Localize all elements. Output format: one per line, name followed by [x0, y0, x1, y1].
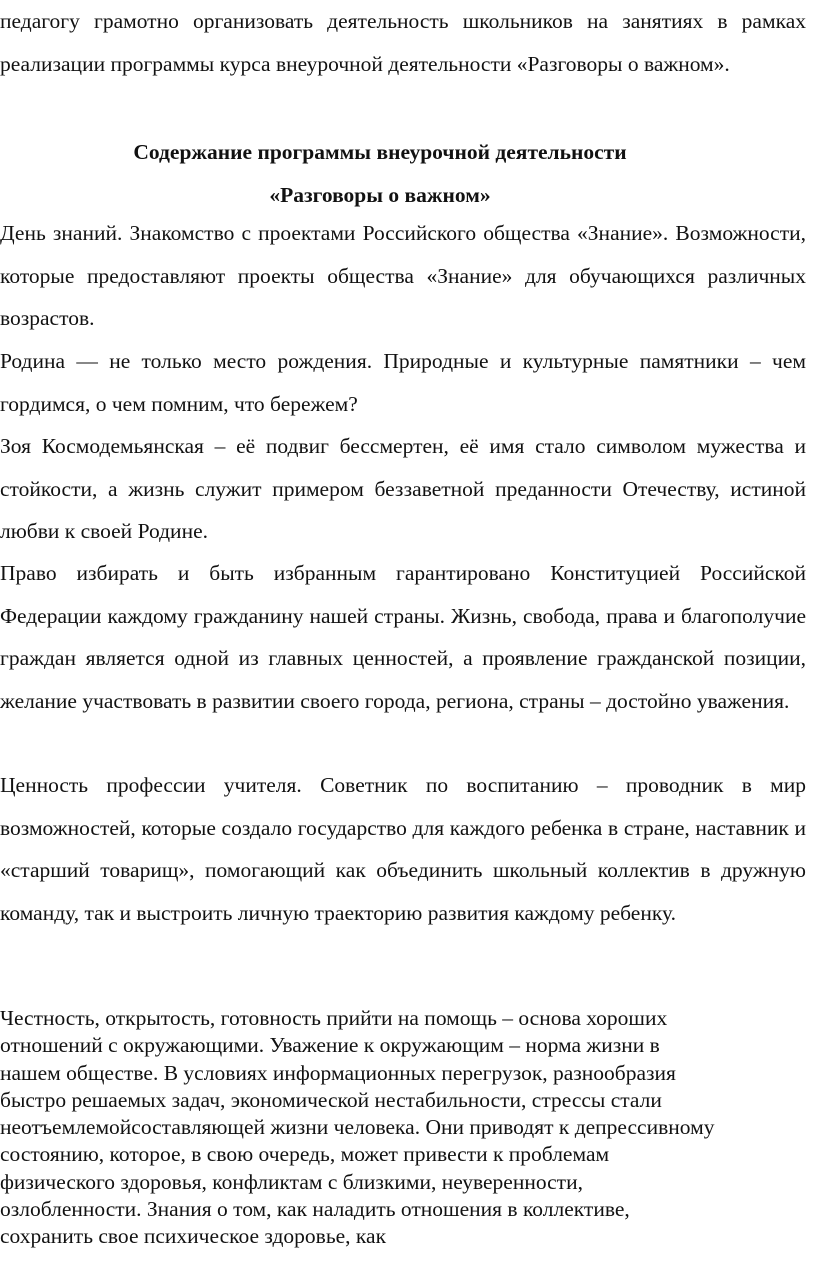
paragraph-honesty-line: неотъемлемойсоставляющей жизни человека. Они приводят к депрессивному: [0, 1115, 715, 1140]
paragraph-honesty-line: Честность, открытость, готовность прийти на помощь – основа хороших: [0, 1006, 668, 1030]
paragraph-zoya: Зоя Космодемьянская – её подвиг бессмертен, её имя стало символом мужества и стойкости, а жизнь служит примером беззаветной преданности Отечеству, истиной любви к своей Родине.: [0, 434, 806, 543]
paragraph-right-to-vote: Право избирать и быть избранным гарантировано Конституцией Российской Федерации каждому гражданину нашей страны. Жизнь, свобода, права и благополучие граждан является одной из главных ценностей, а проявление гражданской позиции, желание участвовать в развитии своего города, региона, страны – достойно уважения.: [0, 561, 806, 713]
paragraph-honesty-line: быстро решаемых задач, экономической нестабильности, стрессы стали: [0, 1087, 662, 1112]
paragraph-honesty-line: физического здоровья, конфликтам с близкими, неуверенности,: [0, 1169, 583, 1194]
paragraph-motherland: Родина — не только место рождения. Природные и культурные памятники – чем гордимся, о чем помним, что бережем?: [0, 349, 806, 416]
section-heading-line-2: «Разговоры о важном»: [269, 183, 491, 207]
paragraph-honesty-line: сохранить свое психическое здоровье, как: [0, 1224, 387, 1249]
paragraph-honesty-line: состоянию, которое, в свою очередь, может привести к проблемам: [0, 1142, 610, 1167]
paragraph-honesty-line: отношений с окружающими. Уважение к окружающим – норма жизни в: [0, 1033, 660, 1058]
paragraph-knowledge-day: День знаний. Знакомство с проектами Российского общества «Знание». Возможности, которые предоставляют проекты общества «Знание» для обучающихся различных возрастов.: [0, 221, 806, 330]
paragraph-honesty: [0, 1005, 812, 1251]
paragraph-honesty-line: озлобленности. Знания о том, как наладить отношения в коллективе,: [0, 1197, 630, 1222]
intro-paragraph: педагогу грамотно организовать деятельность школьников на занятиях в рамках реализации программы курса внеурочной деятельности «Разговоры о важном».: [0, 9, 806, 76]
paragraph-honesty-line: нашем обществе. В условиях информационных перегрузок, разнообразия: [0, 1060, 676, 1085]
section-heading-line-1: Содержание программы внеурочной деятельности: [133, 140, 627, 164]
paragraph-teacher-profession: Ценность профессии учителя. Советник по воспитанию – проводник в мир возможностей, которые создало государство для каждого ребенка в стране, наставник и «старший товарищ», помогающий как объединить школьный коллектив в дружную команду, так и выстроить личную траекторию развития каждому ребенку.: [0, 773, 806, 925]
